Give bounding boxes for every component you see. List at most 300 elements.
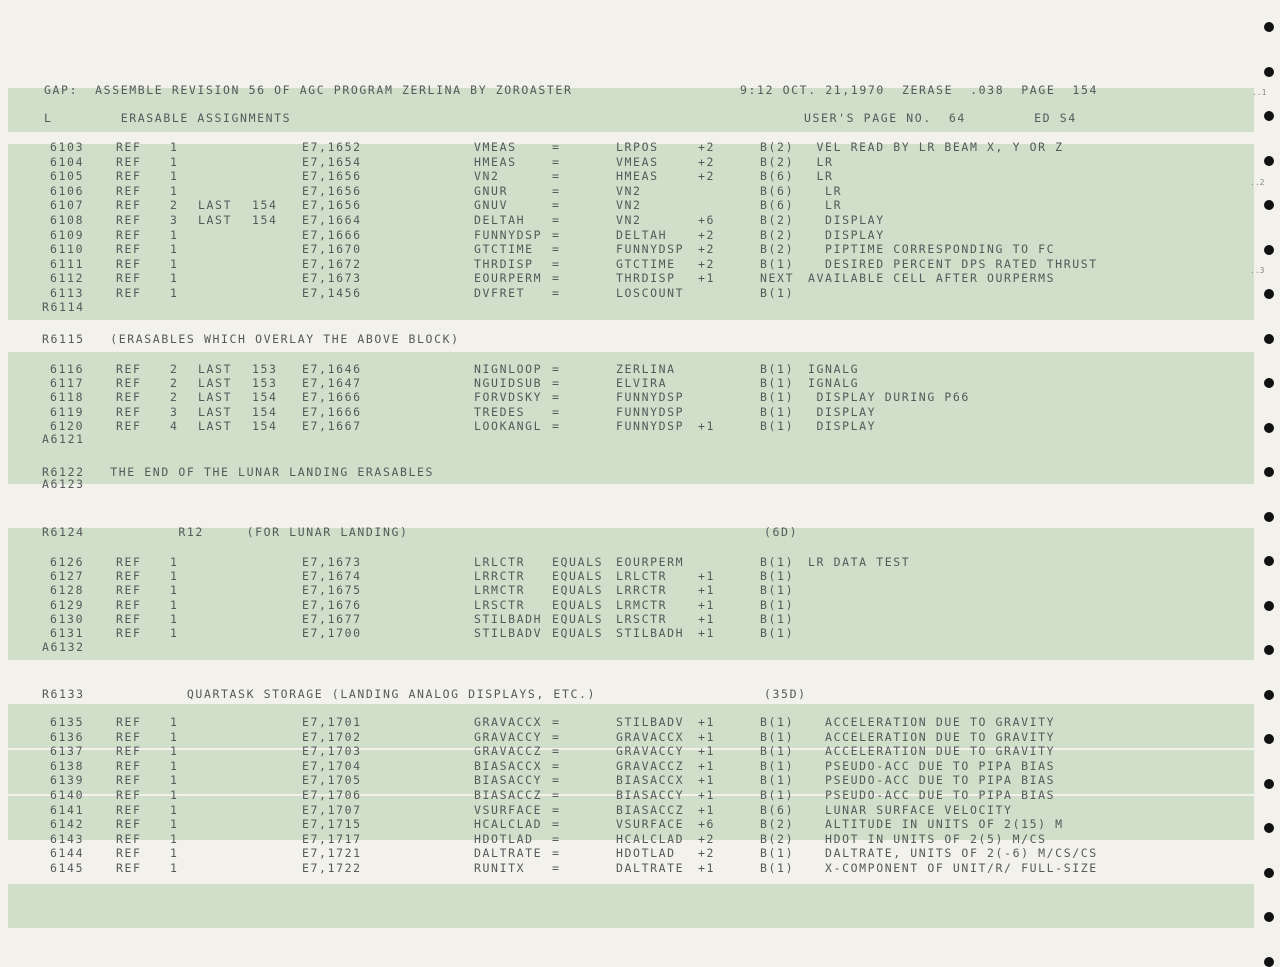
operator: = (552, 286, 561, 300)
feed-hole (1264, 467, 1274, 477)
operator: = (552, 744, 561, 758)
ref-label: REF (116, 730, 142, 744)
feed-hole (1264, 423, 1274, 433)
ref-label: REF (116, 555, 142, 569)
operator: EQUALS (552, 598, 604, 612)
feed-hole (1264, 22, 1274, 32)
value: GRAVACCX (616, 730, 685, 744)
ref-count: 1 (170, 583, 179, 597)
symbol: LRSCTR (474, 598, 526, 612)
symbol: BIASACCZ (474, 788, 543, 802)
line-number: 6108 (50, 213, 85, 227)
value: ZERLINA (616, 362, 676, 376)
scale: B(1) (760, 390, 795, 404)
last-page: 154 (252, 419, 278, 433)
address: E7,1717 (302, 832, 362, 846)
symbol: GRAVACCX (474, 715, 543, 729)
symbol: DALTRATE (474, 846, 543, 860)
ref-label: REF (116, 155, 142, 169)
value: GRAVACCZ (616, 759, 685, 773)
address: E7,1670 (302, 242, 362, 256)
feed-hole (1264, 245, 1274, 255)
feed-hole (1264, 156, 1274, 166)
green-bar (8, 884, 1254, 928)
last-label: LAST (198, 419, 233, 433)
symbol: FUNNYDSP (474, 228, 543, 242)
increment: +1 (698, 803, 716, 817)
scale: B(1) (760, 730, 795, 744)
line-number: 6137 (50, 744, 85, 758)
address: E7,1674 (302, 569, 362, 583)
ref-count: 1 (170, 598, 179, 612)
line-number: 6104 (50, 155, 85, 169)
last-page: 154 (252, 213, 278, 227)
address: E7,1715 (302, 817, 362, 831)
users-page-number: USER'S PAGE NO. 64 ED S4 (804, 111, 1077, 125)
scale: B(1) (760, 376, 795, 390)
feed-hole (1264, 512, 1274, 522)
ref-count: 1 (170, 730, 179, 744)
ref-count: 1 (170, 569, 179, 583)
comment: PIPTIME CORRESPONDING TO FC (808, 242, 1056, 256)
feed-hole (1264, 111, 1274, 121)
operator: = (552, 362, 561, 376)
ref-label: REF (116, 744, 142, 758)
last-page: 154 (252, 390, 278, 404)
symbol: VSURFACE (474, 803, 543, 817)
feed-hole (1264, 67, 1274, 77)
block-heading: R6124 R12 (FOR LUNAR LANDING) (42, 525, 409, 539)
line-number: 6141 (50, 803, 85, 817)
ref-count: 1 (170, 803, 179, 817)
value: VMEAS (616, 155, 659, 169)
value: GRAVACCY (616, 744, 685, 758)
address: E7,1656 (302, 184, 362, 198)
ref-label: REF (116, 242, 142, 256)
comment: LR (808, 155, 834, 169)
ref-count: 3 (170, 213, 179, 227)
address: E7,1702 (302, 730, 362, 744)
last-label: LAST (198, 376, 233, 390)
ref-count: 4 (170, 419, 179, 433)
margin-mark: ..1 (1252, 88, 1267, 97)
feed-hole (1264, 779, 1274, 789)
line-number: 6131 (50, 626, 85, 640)
address: E7,1700 (302, 626, 362, 640)
ref-count: 1 (170, 759, 179, 773)
block-end-marker: A6123 (42, 477, 85, 491)
comment: ALTITUDE IN UNITS OF 2(15) M (808, 817, 1064, 831)
value: FUNNYDSP (616, 242, 685, 256)
symbol: HDOTLAD (474, 832, 534, 846)
increment: +1 (698, 626, 716, 640)
operator: = (552, 257, 561, 271)
operator: = (552, 715, 561, 729)
increment: +2 (698, 257, 716, 271)
scale: B(6) (760, 184, 795, 198)
operator: EQUALS (552, 583, 604, 597)
symbol: THRDISP (474, 257, 534, 271)
address: E7,1666 (302, 405, 362, 419)
ref-count: 3 (170, 405, 179, 419)
line-number: 6113 (50, 286, 85, 300)
address: E7,1722 (302, 861, 362, 875)
value: FUNNYDSP (616, 419, 685, 433)
last-label: LAST (198, 213, 233, 227)
ref-label: REF (116, 569, 142, 583)
comment: ACCELERATION DUE TO GRAVITY (808, 744, 1056, 758)
symbol: EOURPERM (474, 271, 543, 285)
comment: DESIRED PERCENT DPS RATED THRUST (808, 257, 1098, 271)
value: FUNNYDSP (616, 405, 685, 419)
increment: +1 (698, 583, 716, 597)
line-number: 6109 (50, 228, 85, 242)
line-number: 6144 (50, 846, 85, 860)
line-number: 6110 (50, 242, 85, 256)
operator: = (552, 242, 561, 256)
increment: +1 (698, 730, 716, 744)
last-label: LAST (198, 198, 233, 212)
feed-hole (1264, 957, 1274, 967)
ref-count: 2 (170, 198, 179, 212)
feed-hole (1264, 378, 1274, 388)
symbol: RUNITX (474, 861, 526, 875)
ref-count: 1 (170, 744, 179, 758)
last-page: 153 (252, 376, 278, 390)
line-number: 6139 (50, 773, 85, 787)
comment: LR (808, 184, 843, 198)
comment: DALTRATE, UNITS OF 2(-6) M/CS/CS (808, 846, 1098, 860)
value: VN2 (616, 184, 642, 198)
comment: LR (808, 169, 834, 183)
value: LRPOS (616, 140, 659, 154)
block-heading: R6122 THE END OF THE LUNAR LANDING ERASABLES (42, 465, 435, 479)
scale: B(1) (760, 286, 795, 300)
operator: = (552, 169, 561, 183)
ref-label: REF (116, 803, 142, 817)
scale: B(2) (760, 242, 795, 256)
operator: = (552, 376, 561, 390)
scale: B(2) (760, 213, 795, 227)
comment: HDOT IN UNITS OF 2(5) M/CS (808, 832, 1047, 846)
ref-count: 1 (170, 817, 179, 831)
scale: B(1) (760, 362, 795, 376)
symbol: BIASACCY (474, 773, 543, 787)
value: FUNNYDSP (616, 390, 685, 404)
ref-count: 1 (170, 626, 179, 640)
scale: B(1) (760, 598, 795, 612)
ref-count: 1 (170, 140, 179, 154)
line-number: 6129 (50, 598, 85, 612)
scale: B(1) (760, 569, 795, 583)
operator: = (552, 155, 561, 169)
value: LOSCOUNT (616, 286, 685, 300)
ref-label: REF (116, 362, 142, 376)
scale: B(1) (760, 555, 795, 569)
line-number: 6112 (50, 271, 85, 285)
block-size: (35D) (764, 687, 807, 701)
address: E7,1673 (302, 555, 362, 569)
ref-label: REF (116, 184, 142, 198)
last-page: 153 (252, 362, 278, 376)
symbol: GRAVACCY (474, 730, 543, 744)
ref-label: REF (116, 583, 142, 597)
comment: IGNALG (808, 362, 860, 376)
scale: B(1) (760, 583, 795, 597)
ref-label: REF (116, 612, 142, 626)
line-number: 6143 (50, 832, 85, 846)
operator: = (552, 405, 561, 419)
line-number: 6120 (50, 419, 85, 433)
listing-header-right: 9:12 OCT. 21,1970 ZERASE .038 PAGE 154 (740, 83, 1098, 97)
increment: +1 (698, 744, 716, 758)
line-number: 6128 (50, 583, 85, 597)
operator: EQUALS (552, 626, 604, 640)
increment: +2 (698, 846, 716, 860)
value: EOURPERM (616, 555, 685, 569)
margin-mark: ..2 (1250, 178, 1265, 187)
increment: +1 (698, 419, 716, 433)
ref-count: 1 (170, 773, 179, 787)
address: E7,1721 (302, 846, 362, 860)
line-number: 6142 (50, 817, 85, 831)
symbol: GTCTIME (474, 242, 534, 256)
block-end-marker: A6121 (42, 432, 85, 446)
symbol: FORVDSKY (474, 390, 543, 404)
margin-mark: ..3 (1250, 266, 1265, 275)
scale: B(1) (760, 744, 795, 758)
feed-hole (1264, 334, 1274, 344)
address: E7,1652 (302, 140, 362, 154)
increment: +1 (698, 715, 716, 729)
scale: B(1) (760, 626, 795, 640)
ref-label: REF (116, 169, 142, 183)
value: THRDISP (616, 271, 676, 285)
ref-label: REF (116, 759, 142, 773)
line-number: 6145 (50, 861, 85, 875)
comment: ACCELERATION DUE TO GRAVITY (808, 715, 1056, 729)
ref-label: REF (116, 140, 142, 154)
comment: LR DATA TEST (808, 555, 911, 569)
increment: +2 (698, 140, 716, 154)
feed-hole (1264, 645, 1274, 655)
comment: AVAILABLE CELL AFTER OURPERMS (808, 271, 1056, 285)
operator: = (552, 228, 561, 242)
feed-hole (1264, 690, 1274, 700)
scale: B(2) (760, 140, 795, 154)
scale: B(1) (760, 773, 795, 787)
block-end-marker: R6114 (42, 300, 85, 314)
scale: B(1) (760, 846, 795, 860)
operator: = (552, 759, 561, 773)
value: HDOTLAD (616, 846, 676, 860)
operator: EQUALS (552, 569, 604, 583)
line-number: 6118 (50, 390, 85, 404)
value: VN2 (616, 213, 642, 227)
increment: +1 (698, 773, 716, 787)
operator: = (552, 861, 561, 875)
feed-hole (1264, 200, 1274, 210)
address: E7,1677 (302, 612, 362, 626)
ref-label: REF (116, 257, 142, 271)
symbol: TREDES (474, 405, 526, 419)
line-number: 6107 (50, 198, 85, 212)
symbol: VMEAS (474, 140, 517, 154)
ref-count: 1 (170, 242, 179, 256)
symbol: DVFRET (474, 286, 526, 300)
feed-hole (1264, 556, 1274, 566)
ref-label: REF (116, 861, 142, 875)
ref-count: 1 (170, 715, 179, 729)
increment: +1 (698, 598, 716, 612)
ref-count: 2 (170, 376, 179, 390)
operator: EQUALS (552, 555, 604, 569)
ref-label: REF (116, 832, 142, 846)
line-number: 6117 (50, 376, 85, 390)
ref-count: 1 (170, 861, 179, 875)
ref-label: REF (116, 271, 142, 285)
last-label: LAST (198, 362, 233, 376)
scale: B(1) (760, 405, 795, 419)
ref-count: 1 (170, 612, 179, 626)
symbol: DELTAH (474, 213, 526, 227)
operator: = (552, 788, 561, 802)
address: E7,1675 (302, 583, 362, 597)
symbol: LOOKANGL (474, 419, 543, 433)
operator: = (552, 140, 561, 154)
last-label: LAST (198, 405, 233, 419)
ref-count: 1 (170, 832, 179, 846)
line-number: 6140 (50, 788, 85, 802)
feed-hole (1264, 601, 1274, 611)
increment: +6 (698, 817, 716, 831)
comment: ACCELERATION DUE TO GRAVITY (808, 730, 1056, 744)
comment: DISPLAY DURING P66 (808, 390, 970, 404)
ref-count: 2 (170, 362, 179, 376)
ref-label: REF (116, 626, 142, 640)
block-size: (6D) (764, 525, 799, 539)
comment: PSEUDO-ACC DUE TO PIPA BIAS (808, 759, 1056, 773)
ref-count: 1 (170, 184, 179, 198)
address: E7,1673 (302, 271, 362, 285)
address: E7,1701 (302, 715, 362, 729)
address: E7,1707 (302, 803, 362, 817)
increment: +2 (698, 169, 716, 183)
symbol: LRLCTR (474, 555, 526, 569)
address: E7,1666 (302, 228, 362, 242)
ref-label: REF (116, 846, 142, 860)
increment: +1 (698, 569, 716, 583)
last-label: LAST (198, 390, 233, 404)
operator: = (552, 817, 561, 831)
feed-hole (1264, 823, 1274, 833)
operator: = (552, 730, 561, 744)
address: E7,1676 (302, 598, 362, 612)
line-number: 6138 (50, 759, 85, 773)
value: HMEAS (616, 169, 659, 183)
comment: DISPLAY (808, 213, 885, 227)
line-number: 6105 (50, 169, 85, 183)
line-number: 6119 (50, 405, 85, 419)
address: E7,1647 (302, 376, 362, 390)
operator: = (552, 213, 561, 227)
feed-hole (1264, 912, 1274, 922)
ref-count: 1 (170, 169, 179, 183)
comment: DISPLAY (808, 405, 877, 419)
comment: LUNAR SURFACE VELOCITY (808, 803, 1013, 817)
increment: +2 (698, 228, 716, 242)
increment: +1 (698, 759, 716, 773)
line-number: 6135 (50, 715, 85, 729)
last-page: 154 (252, 405, 278, 419)
ref-label: REF (116, 773, 142, 787)
address: E7,1666 (302, 390, 362, 404)
scale: B(1) (760, 612, 795, 626)
ref-count: 1 (170, 555, 179, 569)
symbol: HMEAS (474, 155, 517, 169)
address: E7,1664 (302, 213, 362, 227)
address: E7,1705 (302, 773, 362, 787)
feed-hole (1264, 868, 1274, 878)
scale: B(1) (760, 759, 795, 773)
value: BIASACCZ (616, 803, 685, 817)
symbol: VN2 (474, 169, 500, 183)
symbol: NIGNLOOP (474, 362, 543, 376)
line-number: 6126 (50, 555, 85, 569)
ref-label: REF (116, 390, 142, 404)
ref-count: 2 (170, 390, 179, 404)
line-number: 6136 (50, 730, 85, 744)
symbol: LRMCTR (474, 583, 526, 597)
scale: B(6) (760, 803, 795, 817)
symbol: HCALCLAD (474, 817, 543, 831)
scale: B(1) (760, 861, 795, 875)
scale: B(6) (760, 198, 795, 212)
address: E7,1656 (302, 198, 362, 212)
ref-count: 1 (170, 228, 179, 242)
address: E7,1667 (302, 419, 362, 433)
address: E7,1654 (302, 155, 362, 169)
value: STILBADV (616, 715, 685, 729)
ref-label: REF (116, 198, 142, 212)
increment: +2 (698, 155, 716, 169)
operator: = (552, 832, 561, 846)
line-number: 6111 (50, 257, 85, 271)
operator: = (552, 773, 561, 787)
comment: X-COMPONENT OF UNIT/R/ FULL-SIZE (808, 861, 1098, 875)
scale: B(2) (760, 155, 795, 169)
comment: VEL READ BY LR BEAM X, Y OR Z (808, 140, 1064, 154)
line-number: 6130 (50, 612, 85, 626)
increment: +1 (698, 788, 716, 802)
scale: NEXT (760, 271, 795, 285)
symbol: BIASACCX (474, 759, 543, 773)
increment: +6 (698, 213, 716, 227)
scale: B(1) (760, 257, 795, 271)
ref-count: 1 (170, 271, 179, 285)
scale: B(6) (760, 169, 795, 183)
operator: = (552, 846, 561, 860)
scale: B(1) (760, 419, 795, 433)
ref-label: REF (116, 228, 142, 242)
comment: LR (808, 198, 843, 212)
operator: = (552, 271, 561, 285)
scale: B(2) (760, 817, 795, 831)
address: E7,1703 (302, 744, 362, 758)
value: LRSCTR (616, 612, 668, 626)
line-number: 6103 (50, 140, 85, 154)
value: VN2 (616, 198, 642, 212)
